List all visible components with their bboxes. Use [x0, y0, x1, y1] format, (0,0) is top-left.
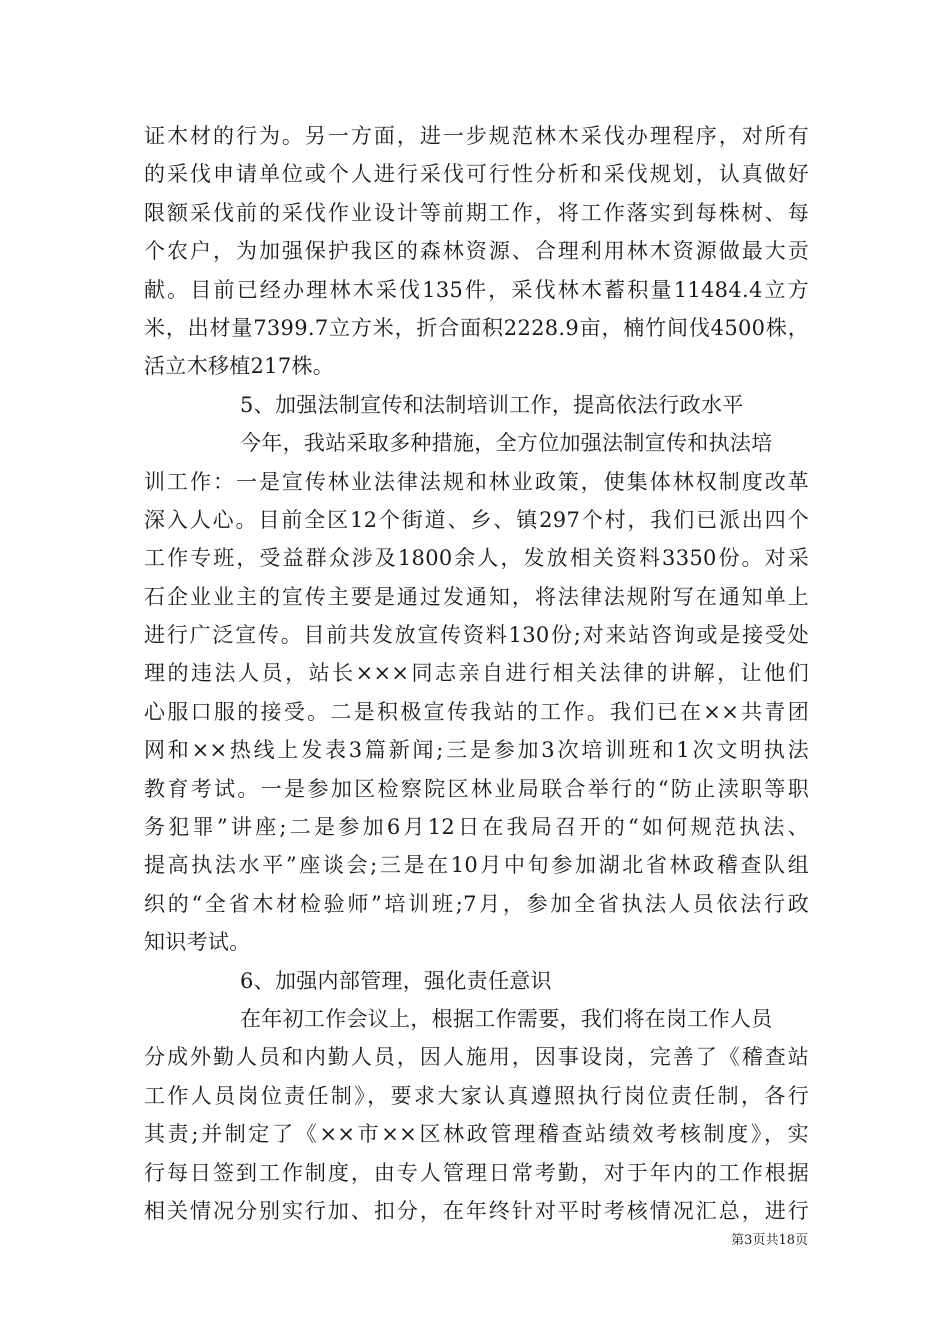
text-line: 其责;并制定了《××市××区林政管理稽查站绩效考核制度》，实	[144, 1122, 809, 1147]
text-line: 行每日签到工作制度，由专人管理日常考勤，对于年内的工作根据	[144, 1160, 809, 1185]
document-body	[144, 117, 809, 1230]
section-heading: 5、加强法制宣传和法制培训工作，提高依法行政水平	[240, 392, 744, 417]
text-line: 个农户，为加强保护我区的森林资源、合理利用林木资源做最大贡	[144, 239, 809, 264]
text-line: 教育考试。一是参加区检察院区林业局联合举行的“防止渎职等职	[144, 776, 809, 801]
section-heading: 6、加强内部管理，强化责任意识	[240, 968, 552, 993]
text-line: 的采伐申请单位或个人进行采伐可行性分析和采伐规划，认真做好	[144, 162, 809, 187]
text-line: 网和××热线上发表3篇新闻;三是参加3次培训班和1次文明执法	[144, 738, 809, 763]
text-line: 工作专班，受益群众涉及1800余人，发放相关资料3350份。对采	[144, 546, 809, 571]
page-number-label: 第3页共18页	[731, 1233, 808, 1248]
text-line: 今年，我站采取多种措施，全方位加强法制宣传和执法培	[240, 431, 773, 456]
text-line: 米，出材量7399.7立方米，折合面积2228.9亩，楠竹间伐4500株，	[144, 315, 809, 340]
text-line: 知识考试。	[144, 930, 251, 955]
text-line: 提高执法水平”座谈会;三是在10月中旬参加湖北省林政稽查队组	[144, 853, 809, 878]
text-line: 证木材的行为。另一方面，进一步规范林木采伐办理程序，对所有	[144, 124, 809, 148]
text-line: 限额采伐前的采伐作业设计等前期工作，将工作落实到每株树、每	[144, 200, 809, 225]
text-line: 石企业业主的宣传主要是通过发通知，将法律法规附写在通知单上	[144, 584, 809, 609]
text-line: 活立木移植217株。	[144, 354, 335, 379]
text-line: 训工作：一是宣传林业法律法规和林业政策，使集体林权制度改革	[144, 469, 809, 494]
text-line: 献。目前已经办理林木采伐135件，采伐林木蓄积量11484.4立方	[144, 277, 809, 302]
text-line: 在年初工作会议上，根据工作需要，我们将在岗工作人员	[240, 1006, 773, 1031]
text-line: 分成外勤人员和内勤人员，因人施用，因事设岗，完善了《稽查站	[144, 1045, 809, 1070]
text-line: 深入人心。目前全区12个街道、乡、镇297个村，我们已派出四个	[144, 507, 809, 532]
text-line: 相关情况分别实行加、扣分，在年终针对平时考核情况汇总，进行	[144, 1198, 809, 1223]
text-line: 理的违法人员，站长×××同志亲自进行相关法律的讲解，让他们	[144, 661, 809, 686]
text-line: 工作人员岗位责任制》，要求大家认真遵照执行岗位责任制，各行	[144, 1083, 809, 1108]
text-line: 进行广泛宣传。目前共发放宣传资料130份;对来站咨询或是接受处	[144, 623, 809, 648]
text-line: 心服口服的接受。二是积极宣传我站的工作。我们已在××共青团	[144, 699, 809, 724]
text-line: 织的“全省木材检验师”培训班;7月，参加全省执法人员依法行政	[144, 891, 809, 916]
text-line: 务犯罪”讲座;二是参加6月12日在我局召开的“如何规范执法、	[144, 815, 809, 840]
